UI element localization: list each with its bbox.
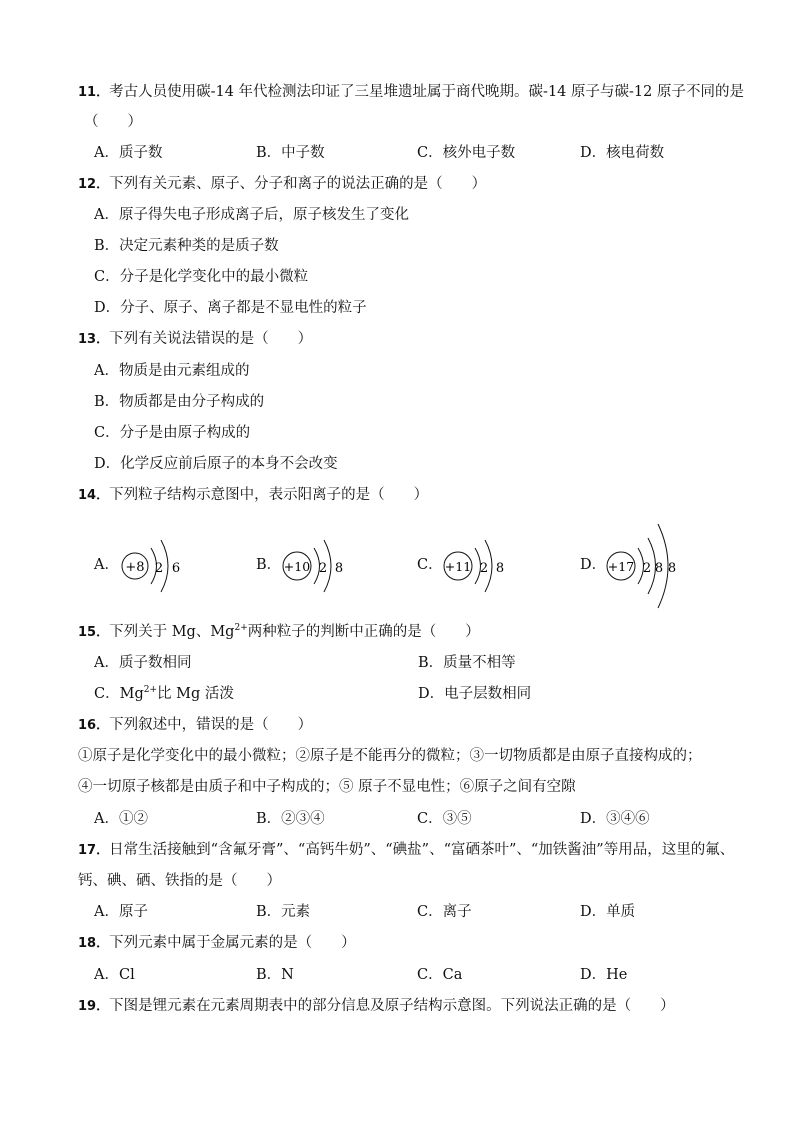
question-stem: 日常生活接触到“含氟牙膏”、“高钙牛奶”、“碘盐”、“富硒茶叶”、“加铁酱油”等用品，这里的氟、 bbox=[109, 842, 735, 858]
option-d[interactable]: D．单质 bbox=[580, 904, 636, 920]
nucleus-charge: +8 bbox=[125, 560, 145, 575]
question-stem: 考古人员使用碳-14 年代检测法印证了三星堆遗址属于商代晚期。碳-14 原子与碳-12 原子不同的是 bbox=[109, 84, 744, 100]
option-c[interactable] bbox=[94, 684, 234, 704]
question-stem: 下列叙述中，错误的是（ ） bbox=[109, 717, 313, 733]
charge-superscript: 2+ bbox=[143, 685, 158, 696]
question-stem: 下列粒子结构示意图中，表示阳离子的是（ ） bbox=[109, 487, 429, 503]
option-b[interactable]: B．质量不相等 bbox=[418, 655, 516, 671]
option-c[interactable]: C．分子是由原子构成的 bbox=[94, 425, 251, 441]
charge-superscript: 2+ bbox=[234, 623, 248, 634]
question-number: 12． bbox=[78, 177, 110, 192]
option-d[interactable]: D．分子、原子、离子都是不显电性的粒子 bbox=[94, 300, 367, 316]
option-d[interactable]: D．He bbox=[580, 967, 628, 983]
question-number: 13． bbox=[78, 332, 110, 347]
shell-electrons: 2 bbox=[318, 561, 328, 576]
option-a[interactable]: A．Cl bbox=[94, 967, 135, 983]
option-c[interactable]: C．分子是化学变化中的最小微粒 bbox=[94, 269, 309, 285]
option-b[interactable]: B． bbox=[256, 557, 282, 573]
atom-structure-diagram-d bbox=[604, 516, 694, 616]
question-15 bbox=[78, 622, 480, 643]
statement-line-1: ①原子是化学变化中的最小微粒；②原子是不能再分的微粒；③一切物质都是由原子直接构成的； bbox=[78, 748, 702, 764]
option-d[interactable]: D．化学反应前后原子的本身不会改变 bbox=[94, 456, 338, 472]
option-a[interactable]: A． bbox=[94, 557, 119, 573]
option-c[interactable]: C．核外电子数 bbox=[417, 145, 516, 161]
option-a[interactable]: A．质子数 bbox=[94, 145, 163, 161]
question-stem: 下列有关说法错误的是（ ） bbox=[109, 331, 313, 347]
shell-electrons: 8 bbox=[654, 561, 664, 576]
option-a[interactable]: A．质子数相同 bbox=[94, 655, 192, 671]
question-11 bbox=[78, 82, 744, 103]
question-number: 15． bbox=[78, 625, 110, 640]
question-stem-continued: 两种粒子的判断中正确的是（ ） bbox=[247, 624, 480, 640]
question-stem: 下列元素中属于金属元素的是（ ） bbox=[109, 935, 356, 951]
option-d[interactable]: D． bbox=[580, 557, 607, 573]
question-number: 16． bbox=[78, 718, 110, 733]
option-b[interactable]: B．元素 bbox=[256, 904, 311, 920]
option-c[interactable]: C．离子 bbox=[417, 904, 472, 920]
question-stem: 下列关于 Mg、Mg bbox=[109, 624, 235, 640]
option-b[interactable]: B．中子数 bbox=[256, 145, 325, 161]
option-c-text-continued: 比 Mg 活泼 bbox=[157, 686, 234, 702]
shell-electrons: 8 bbox=[334, 561, 344, 576]
option-a[interactable]: A．原子得失电子形成离子后，原子核发生了变化 bbox=[94, 207, 409, 223]
atom-structure-diagram-a bbox=[118, 530, 198, 602]
question-stem: 下图是锂元素在元素周期表中的部分信息及原子结构示意图。下列说法正确的是（ ） bbox=[109, 998, 675, 1014]
nucleus-charge: +10 bbox=[283, 559, 311, 574]
option-b[interactable]: B．物质都是由分子构成的 bbox=[94, 394, 265, 410]
option-d[interactable]: D．③④⑥ bbox=[580, 811, 650, 827]
option-c[interactable]: C．③⑤ bbox=[417, 811, 472, 827]
atom-structure-diagram-c bbox=[441, 530, 521, 602]
option-a[interactable]: A．原子 bbox=[94, 904, 148, 920]
question-12 bbox=[78, 174, 486, 195]
nucleus-charge: +17 bbox=[607, 559, 635, 574]
question-17 bbox=[78, 840, 734, 861]
statement-line-2: ④一切原子核都是由质子和中子构成的；⑤ 原子不显电性；⑥原子之间有空隙 bbox=[78, 779, 576, 795]
shell-electrons: 2 bbox=[479, 561, 489, 576]
shell-electrons: 8 bbox=[495, 561, 505, 576]
option-a[interactable]: A．物质是由元素组成的 bbox=[94, 363, 250, 379]
option-c[interactable]: C． bbox=[417, 557, 443, 573]
shell-electrons: 6 bbox=[171, 561, 181, 576]
nucleus-charge: +11 bbox=[444, 559, 472, 574]
option-d[interactable]: D．电子层数相同 bbox=[418, 686, 532, 702]
question-number: 19． bbox=[78, 999, 110, 1014]
question-16 bbox=[78, 715, 312, 736]
option-d[interactable]: D．核电荷数 bbox=[580, 145, 665, 161]
question-number: 18． bbox=[78, 936, 110, 951]
question-18 bbox=[78, 933, 356, 954]
question-stem: 下列有关元素、原子、分子和离子的说法正确的是（ ） bbox=[109, 176, 487, 192]
option-c[interactable]: C．Ca bbox=[417, 967, 463, 983]
question-11-stem-continued: （ ） bbox=[84, 114, 142, 130]
question-number: 11． bbox=[78, 85, 110, 100]
shell-electrons: 2 bbox=[642, 561, 652, 576]
option-b[interactable]: B．决定元素种类的是质子数 bbox=[94, 238, 279, 254]
question-17-stem-continued: 钙、碘、硒、铁指的是（ ） bbox=[78, 873, 281, 889]
question-number: 14． bbox=[78, 488, 110, 503]
atom-structure-diagram-b bbox=[280, 530, 360, 602]
question-number: 17． bbox=[78, 843, 110, 858]
question-14 bbox=[78, 485, 428, 506]
option-c-text: C．Mg bbox=[94, 686, 144, 702]
option-a[interactable]: A．①② bbox=[94, 811, 148, 827]
option-b[interactable]: B．N bbox=[256, 967, 294, 983]
shell-electrons: 8 bbox=[667, 561, 677, 576]
question-13 bbox=[78, 329, 312, 350]
question-19 bbox=[78, 996, 675, 1017]
option-b[interactable]: B．②③④ bbox=[256, 811, 325, 827]
shell-electrons: 2 bbox=[154, 561, 164, 576]
